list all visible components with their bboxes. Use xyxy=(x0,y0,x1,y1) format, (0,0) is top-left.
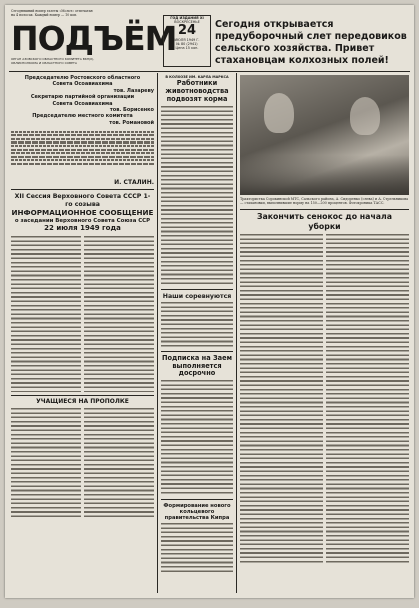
masthead-rule xyxy=(9,71,410,72)
section-rule xyxy=(161,351,233,352)
bottom-article-body xyxy=(11,408,154,518)
column-divider xyxy=(236,73,237,593)
communique-sub: о заседании Верховного Совета Союза ССР xyxy=(14,217,151,224)
article-body xyxy=(161,106,233,286)
issue-price: Цена 15 коп. xyxy=(175,46,199,50)
section-rule xyxy=(11,395,154,396)
text-column xyxy=(11,236,81,392)
text-column xyxy=(326,234,409,564)
photo-figure-left xyxy=(264,93,294,133)
text-column xyxy=(84,408,154,518)
award-line: тов. Борисенко xyxy=(109,107,154,114)
text-column xyxy=(11,408,81,518)
communique-title: ИНФОРМАЦИОННОЕ СООБЩЕНИЕ xyxy=(11,208,154,218)
text-line xyxy=(11,145,154,147)
issue-weekday: ВОСКРЕСЕНЬЕ xyxy=(174,20,200,24)
right-column xyxy=(240,75,409,564)
text-line xyxy=(11,156,154,158)
issue-month-year: ИЮЛЯ 1949 Г. xyxy=(174,38,200,42)
award-line: Председателю Ростовского областного xyxy=(24,75,141,81)
award-address xyxy=(11,75,154,126)
communique-date: 22 июля 1949 года xyxy=(44,224,121,233)
issue-day: 24 xyxy=(177,23,197,38)
bottom-heading: УЧАЩИЕСЯ НА ПРОПОЛКЕ xyxy=(36,398,129,406)
right-article-title: Закончить сенокос до начала уборки xyxy=(256,212,393,231)
text-line xyxy=(11,141,154,143)
issue-year: ГОД ИЗДАНИЯ XI xyxy=(170,16,204,20)
rubric: В КОЛХОЗЕ ИМ. КАРЛА МАРКСА xyxy=(165,75,229,79)
photo-tractor-drivers xyxy=(240,75,409,195)
masthead-subtitle xyxy=(11,57,161,65)
newspaper-page xyxy=(5,5,414,598)
award-line: Председателю местного комитета xyxy=(32,113,133,120)
section-rule xyxy=(240,209,409,210)
text-line xyxy=(11,134,154,136)
award-line: Совета Осоавиахима xyxy=(52,81,113,88)
communique-body xyxy=(11,236,154,392)
subscribe-body xyxy=(161,380,233,496)
masthead-subtitle-line1: ОРГАН АЗОВСКОГО ОБЛАСТНОГО КОМИТЕТА ВКП(б), xyxy=(11,57,95,61)
text-line xyxy=(11,138,154,140)
text-column xyxy=(84,236,154,392)
text-line xyxy=(11,152,154,154)
column-divider xyxy=(157,73,158,593)
left-column xyxy=(11,75,154,518)
text-line xyxy=(11,159,154,161)
stalin-signature: И. СТАЛИН. xyxy=(114,179,154,187)
middle-column xyxy=(161,75,233,573)
award-line: Совета Осоавиахима xyxy=(52,100,113,107)
section-body xyxy=(161,302,233,348)
masthead-title: ПОДЪЁМ xyxy=(11,19,177,58)
photo-shadow xyxy=(240,155,409,195)
section-rule xyxy=(161,499,233,500)
top-slogan-line2: на 4 полосах. Каждый номер — 10 коп. xyxy=(11,13,78,17)
subscribe-title: Подписка на Заем выполняется досрочно xyxy=(162,353,232,378)
text-line xyxy=(11,131,154,133)
text-line xyxy=(11,163,154,165)
text-column xyxy=(240,234,323,564)
photo-caption: Трактористка Сорокинской МТС, Сальского района, А. Сидоренко (слева) и А. Стрельникова — стахановки, выполнившие норму на 150—200 процентов. Фотохроника ТАСС. xyxy=(240,197,409,206)
award-line: Секретарю партийной организации xyxy=(30,94,135,101)
issue-number: № 80 (2941) xyxy=(176,42,198,46)
section-rule xyxy=(161,289,233,290)
bottom-body xyxy=(161,523,233,573)
right-article-body xyxy=(240,234,409,564)
masthead-subtitle-line2: ОБЛИСПОЛКОМА И ОБЛАСТНОГО СОВЕТА xyxy=(11,61,77,65)
section-rule xyxy=(11,189,154,190)
bottom-title: Формирование нового кольцевого правительства Кипра xyxy=(163,502,231,521)
section-title: Наши соревнуются xyxy=(162,292,232,300)
text-line xyxy=(11,149,154,151)
issue-box xyxy=(163,15,211,67)
award-body-text xyxy=(11,129,154,177)
session-title: XII Сессия Верховного Совета СССР 1-го созыва xyxy=(14,193,151,208)
photo-figure-right xyxy=(350,97,380,135)
award-line: тов. Лазареву xyxy=(113,87,154,94)
headline-right: Сегодня открывается предуборочный слет передовиков сельского хозяйства. Привет стахановцам колхозных полей! xyxy=(215,19,407,66)
top-slogan-line1: Сегодняшний номер газеты «Молот» отпечатан xyxy=(11,9,93,13)
article-title: Работники животноводства подвозят корма xyxy=(165,79,229,103)
award-line: тов. Романовой xyxy=(109,119,154,126)
